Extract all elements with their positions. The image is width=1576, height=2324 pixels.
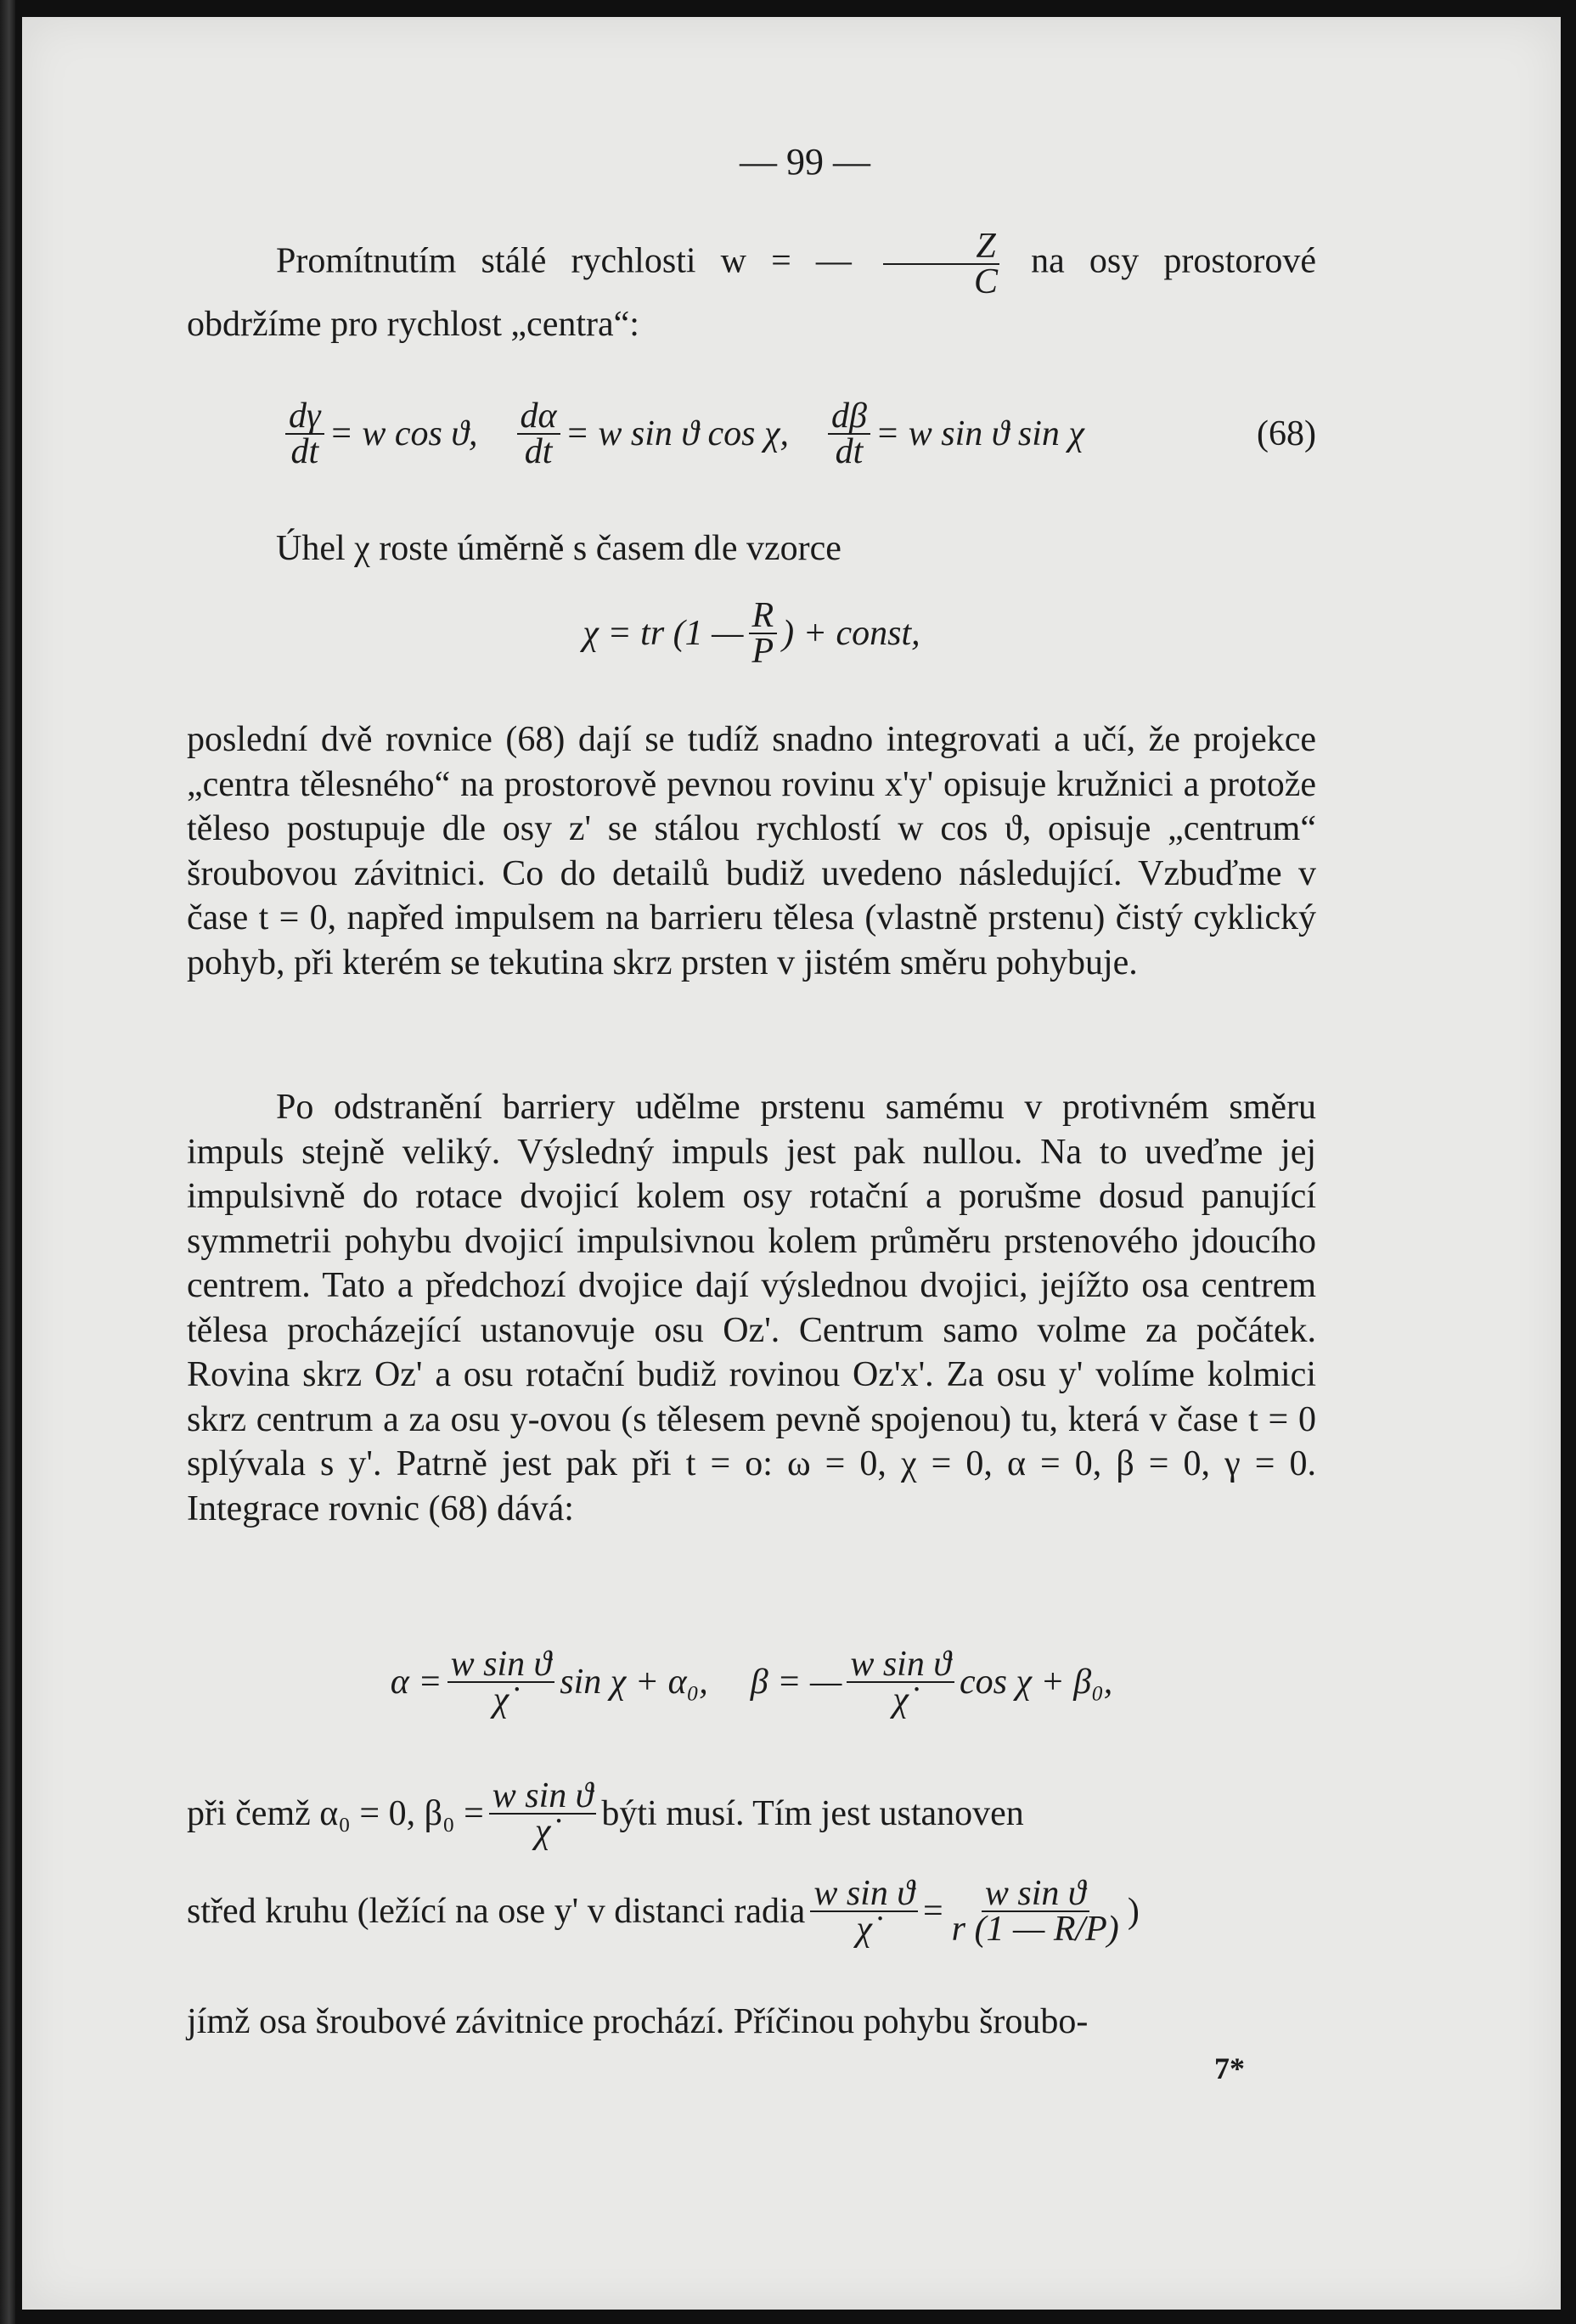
page-number: — 99 — <box>740 141 870 183</box>
paragraph-2: Po odstranění barriery udělme prstenu samému v protivném směru impuls stejně veliký. Výsledný impuls jest pak nullou. Na to uveďme jej impulsivně do rotace dvojicí kolem osy rotační a porušme dosud panující symmetrii pohybu dvojicí impulsivnou kolem průměru prstenového jdoucího centrem. Tato a předchozí dvojice dají výslednou dvojici, jejížto osa centrem tělesa procházející ustanovuje osu Oz'. Centrum samo volme za počátek. Rovina skrz Oz' a osu rotační budiž rovinou Oz'x'. Za osu y' volíme kolmici skrz centrum a za osu y-ovou (s tělesem pevně spojenou) tu, která v čase t = 0 splývala s y'. Patrně jest pak při t = o: ω = 0, χ = 0, α = 0, β = 0, γ = 0. Integrace rovnic (68) dává: <box>187 1088 1316 1528</box>
intro-fraction: $\frac{Z}{C}$ <box>881 229 1001 299</box>
alpha-beta-equation: α = $\frac{\text{w sin ϑ}}{\chi̇}$ sin χ + α₀, β = — $\frac{\text{w sin ϑ}}{\chi̇}$ cos χ + β₀, <box>390 1645 1113 1719</box>
intro-paragraph <box>187 229 1316 350</box>
intro-text-2: na osy prostorové obdržíme pro rychlost „centra“: <box>187 241 1317 344</box>
last-line: jímž osa šroubové závitnice prochází. Příčinou pohybu šroubo- <box>187 2002 1089 2041</box>
chi-equation: χ = tr (1 — $\frac{R}{P}$ ) + const, <box>583 596 920 671</box>
paragraph-1: poslední dvě rovnice (68) dají se tudíž snadno integrovati a učí, že projekce „centra tělesného“ na prostorově pevnou rovinu x'y' opisuje kružnici a protože těleso postupuje dle osy z' se stálou rychlostí w cos ϑ, opisuje „centrum“ šroubovou závitnici. Co do detailů budiž uvedeno následující. Vzbuďme v čase t = 0, napřed impulsem na barrieru tělesa (vlastně prstenu) čistý cyklický pohyb, při kterém se tekutina skrz prsten v jistém směru pohybuje. <box>187 720 1316 982</box>
scan-edge <box>0 0 15 2324</box>
line-pri-cemz: při čemž α₀ = 0, β₀ = $\frac{\text{w sin ϑ}}{\chi̇}$ býti musí. Tím jest ustanoven <box>187 1776 1024 1851</box>
equation-68: $\frac{d\gamma}{dt}$ = w cos ϑ, $\frac{d\alpha}{dt}$ = w sin ϑ cos χ, $\frac{d\beta}{dt}$ = w sin ϑ sin χ (68) <box>187 399 1316 469</box>
signature-mark: 7* <box>1214 2051 1245 2085</box>
line-stred-kruhu: střed kruhu (ležící na ose y' v distanci radia $\frac{\text{w sin ϑ}}{\chi̇}$ = $\frac{\text{w sin ϑ}}{r (1 — R/P)}$ ) <box>187 1874 1140 1949</box>
chi-intro: Úhel χ roste úměrně s časem dle vzorce <box>276 529 841 568</box>
equation-number: (68) <box>1257 414 1316 453</box>
intro-text-1: Promítnutím stálé rychlosti w = — <box>276 241 852 281</box>
